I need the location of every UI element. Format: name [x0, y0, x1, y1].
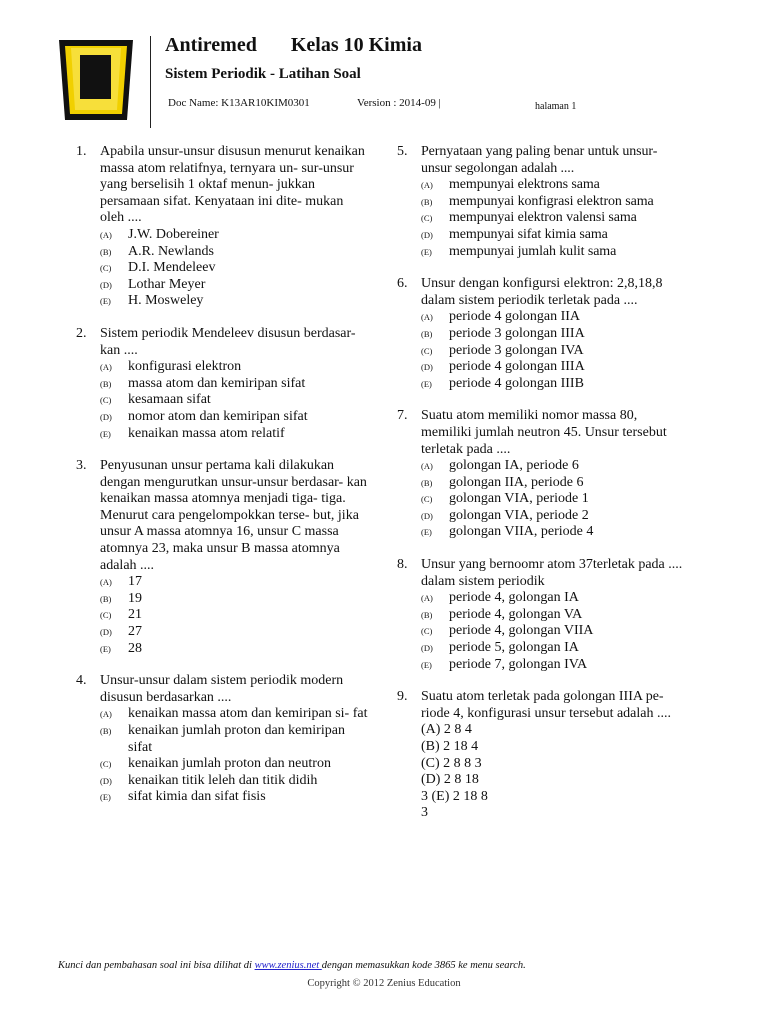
page-subtitle: Sistem Periodik - Latihan Soal: [165, 66, 361, 82]
option-c: [421, 623, 689, 640]
option-label: (B): [421, 328, 433, 339]
option-text: kenaikan massa atom dan kemiripan si- fat: [128, 706, 368, 722]
option-a: [100, 574, 368, 591]
option-label: (D): [421, 229, 433, 240]
option-e: [421, 376, 689, 393]
option-text: periode 4, golongan IA: [449, 590, 579, 606]
option-label: (D): [421, 362, 433, 373]
option-e: [421, 657, 689, 674]
question-number: 1.: [76, 144, 87, 159]
option-text: kenaikan titik leleh dan titik didih: [128, 772, 318, 788]
question-text: Unsur yang bernoomr atom 37terletak pada .... dalam sistem periodik: [421, 557, 683, 589]
option-label: (B): [421, 609, 433, 620]
option-a: (A) 2 8 4: [421, 722, 472, 738]
option-c: [421, 491, 689, 508]
option-text: periode 4 golongan IIA: [449, 309, 581, 325]
option-text: sifat kimia dan sifat fisis: [128, 789, 266, 805]
header-divider: [150, 36, 151, 128]
option-b: [100, 723, 368, 756]
question-6: [397, 276, 689, 392]
option-label: (D): [100, 775, 112, 786]
option-label: (D): [421, 643, 433, 654]
option-b: [421, 475, 689, 492]
question-text: Unsur dengan konfigursi elektron: 2,8,18,8 dalam sistem periodik terletak pada ....: [421, 276, 663, 308]
option-label: (A): [421, 180, 433, 191]
option-label: (A): [421, 593, 433, 604]
option-label: (E): [421, 659, 432, 670]
option-label: (A): [100, 577, 112, 588]
option-c: (C) 2 8 8 3: [421, 755, 482, 771]
question-8: [397, 557, 689, 673]
option-label: (E): [100, 296, 111, 307]
option-d: [100, 409, 368, 426]
option-d: [100, 773, 368, 790]
question-7: [397, 408, 689, 541]
question-text: Sistem periodik Mendeleev disusun berdasar- kan ....: [100, 325, 356, 358]
option-text: golongan IIA, periode 6: [449, 474, 584, 490]
option-label: (D): [100, 627, 112, 638]
option-b: [421, 326, 689, 343]
option-label: (C): [100, 610, 112, 621]
option-b: [100, 244, 368, 261]
class-name: Kelas 10 Kimia: [290, 34, 422, 56]
option-label: (D): [100, 411, 112, 422]
option-label: (B): [421, 477, 433, 488]
option-e: [100, 641, 368, 658]
option-c: [100, 756, 368, 773]
zenius-logo: [55, 38, 137, 122]
footer-text: Kunci dan pembahasan soal ini bisa dilihat di: [58, 960, 255, 971]
option-continuation: 3: [421, 805, 428, 821]
question-number: 8.: [397, 557, 408, 573]
option-text: golongan VIA, periode 1: [449, 491, 589, 507]
option-b: [421, 607, 689, 624]
option-label: (C): [421, 626, 433, 637]
option-label: (A): [100, 229, 112, 240]
option-text: periode 5, golongan IA: [449, 640, 579, 656]
question-number: 6.: [397, 276, 408, 292]
question-number: 3.: [76, 458, 87, 474]
question-number: 2.: [76, 325, 87, 341]
option-d: [421, 227, 689, 244]
question-5: [397, 144, 689, 260]
logo-mark: [55, 38, 137, 122]
option-label: (E): [100, 428, 111, 439]
option-label: (A): [421, 312, 433, 323]
option-c: [100, 607, 368, 624]
option-label: (A): [100, 362, 112, 373]
option-a: [100, 227, 368, 244]
option-text: konfigurasi elektron: [128, 359, 242, 375]
option-b: [100, 591, 368, 608]
option-text: kesamaan sifat: [128, 392, 211, 408]
option-label: (E): [100, 643, 111, 654]
option-d: [421, 640, 689, 657]
option-e: 3 (E) 2 18 8: [421, 788, 488, 804]
option-c: [100, 260, 368, 277]
question-number: 9.: [397, 689, 408, 705]
option-label: (A): [100, 709, 112, 720]
option-label: (B): [421, 196, 433, 207]
option-text: A.R. Newlands: [128, 243, 214, 259]
option-e: [100, 426, 368, 443]
option-text: golongan VIIA, periode 4: [449, 524, 594, 540]
option-text: 21: [128, 607, 142, 623]
question-number: 5.: [397, 144, 408, 159]
option-label: (B): [100, 246, 112, 257]
option-e: [100, 789, 368, 806]
option-text: kenaikan massa atom relatif: [128, 425, 285, 441]
option-e: [421, 244, 689, 261]
option-text: 17: [128, 574, 142, 590]
option-label: (E): [421, 527, 432, 538]
option-label: (E): [100, 792, 111, 803]
option-label: (B): [100, 726, 112, 736]
option-d: [100, 624, 368, 641]
option-a: [100, 706, 368, 723]
doc-version: Version : 2014-09 |: [357, 97, 441, 109]
option-label: (E): [421, 246, 432, 257]
question-text: Suatu atom terletak pada golongan IIIA pe- riode 4, konfigurasi unsur tersebut adalah ....: [421, 689, 671, 721]
option-b: (B) 2 18 4: [421, 739, 479, 754]
option-d: [421, 508, 689, 525]
option-text: H. Mosweley: [128, 293, 204, 309]
option-a: [100, 359, 368, 376]
option-text: periode 3 golongan IVA: [449, 342, 584, 358]
question-number: 4.: [76, 673, 87, 689]
option-a: [421, 458, 689, 475]
option-text: massa atom dan kemiripan sifat: [128, 375, 306, 391]
option-a: [421, 177, 689, 194]
option-label: (E): [421, 378, 432, 389]
option-e: [421, 524, 689, 541]
option-text: D.I. Mendeleev: [128, 260, 216, 276]
footer-text-end: dengan memasukkan kode 3865 ke menu search.: [321, 960, 526, 971]
footer-note: [58, 960, 526, 971]
option-e: [100, 293, 368, 310]
option-text: 28: [128, 640, 142, 656]
option-text: golongan IA, periode 6: [449, 458, 579, 474]
option-text: nomor atom dan kemiripan sifat: [128, 408, 308, 424]
copyright: Copyright © 2012 Zenius Education: [307, 978, 461, 989]
option-label: (D): [100, 279, 112, 290]
question-3: [76, 458, 368, 657]
option-label: (C): [421, 494, 433, 505]
option-text: kenaikan jumlah proton dan kemiripan sifat: [128, 723, 345, 755]
option-text: mempunyai konfigrasi elektron sama: [449, 193, 654, 209]
question-1: [76, 144, 368, 310]
option-label: (A): [421, 461, 433, 472]
option-label: (C): [100, 759, 112, 770]
option-text: mempunyai jumlah kulit sama: [449, 243, 617, 259]
doc-name: Doc Name: K13AR10KIM0301: [168, 97, 310, 109]
page-number: halaman 1: [535, 101, 577, 112]
publisher-name: Antiremed: [165, 34, 257, 56]
option-text: periode 4 golongan IIIA: [449, 359, 585, 375]
option-d: (D) 2 8 18: [421, 772, 479, 788]
option-label: (B): [100, 378, 112, 389]
option-text: periode 7, golongan IVA: [449, 656, 588, 672]
option-label: (C): [421, 213, 433, 224]
option-text: mempunyai elektron valensi sama: [449, 210, 637, 226]
zenius-link[interactable]: www.zenius.net: [254, 960, 322, 971]
right-column: [397, 144, 689, 838]
option-d: [100, 277, 368, 294]
question-text: Suatu atom memiliki nomor massa 80, memiliki jumlah neutron 45. Unsur tersebut terletak pada ....: [421, 408, 667, 457]
option-label: (C): [100, 263, 112, 274]
question-text: Apabila unsur-unsur disusun menurut kenaikan massa atom relatifnya, ternyara un- sur-unsur yang berselisih 1 oktaf menun- jukkan persamaan sifat. Kenyataan ini dite- mukan oleh ....: [100, 144, 365, 226]
question-4: [76, 673, 368, 806]
header-title: [165, 34, 422, 57]
option-text: golongan VIA, periode 2: [449, 507, 589, 523]
option-label: (D): [421, 510, 433, 521]
option-text: periode 3 golongan IIIA: [449, 325, 585, 341]
option-text: Lothar Meyer: [128, 276, 206, 292]
question-9: [397, 689, 689, 822]
option-c: [100, 392, 368, 409]
option-b: [421, 194, 689, 211]
option-text: mempunyai elektrons sama: [449, 177, 600, 193]
question-2: [76, 326, 368, 442]
question-text: Pernyataan yang paling benar untuk unsur- unsur segolongan adalah ....: [421, 144, 658, 176]
option-label: (C): [421, 345, 433, 356]
option-text: 27: [128, 624, 142, 640]
option-text: periode 4, golongan VIIA: [449, 623, 594, 639]
option-a: [421, 590, 689, 607]
question-text: Penyusunan unsur pertama kali dilakukan dengan mengurutkan unsur-unsur berdasar- kan kenaikan massa atomnya menjadi tiga- tiga. Menurut cara pengelompokkan terse- but, jika unsur A massa atomnya 16, unsur C massa atomnya 23, maka unsur B massa atomnya adalah ....: [100, 458, 367, 573]
option-text: mempunyai sifat kimia sama: [449, 226, 608, 242]
option-c: [421, 343, 689, 360]
question-number: 7.: [397, 408, 408, 424]
option-a: [421, 309, 689, 326]
option-label: (C): [100, 395, 112, 406]
option-text: kenaikan jumlah proton dan neutron: [128, 756, 331, 772]
option-d: [421, 359, 689, 376]
option-label: (B): [100, 593, 112, 604]
question-text: Unsur-unsur dalam sistem periodik modern disusun berdasarkan ....: [100, 673, 344, 705]
option-c: [421, 210, 689, 227]
left-column: [76, 144, 368, 822]
option-text: periode 4, golongan VA: [449, 606, 583, 622]
option-text: 19: [128, 590, 142, 606]
option-text: J.W. Dobereiner: [128, 226, 219, 242]
option-text: periode 4 golongan IIIB: [449, 375, 584, 391]
option-b: [100, 376, 368, 393]
